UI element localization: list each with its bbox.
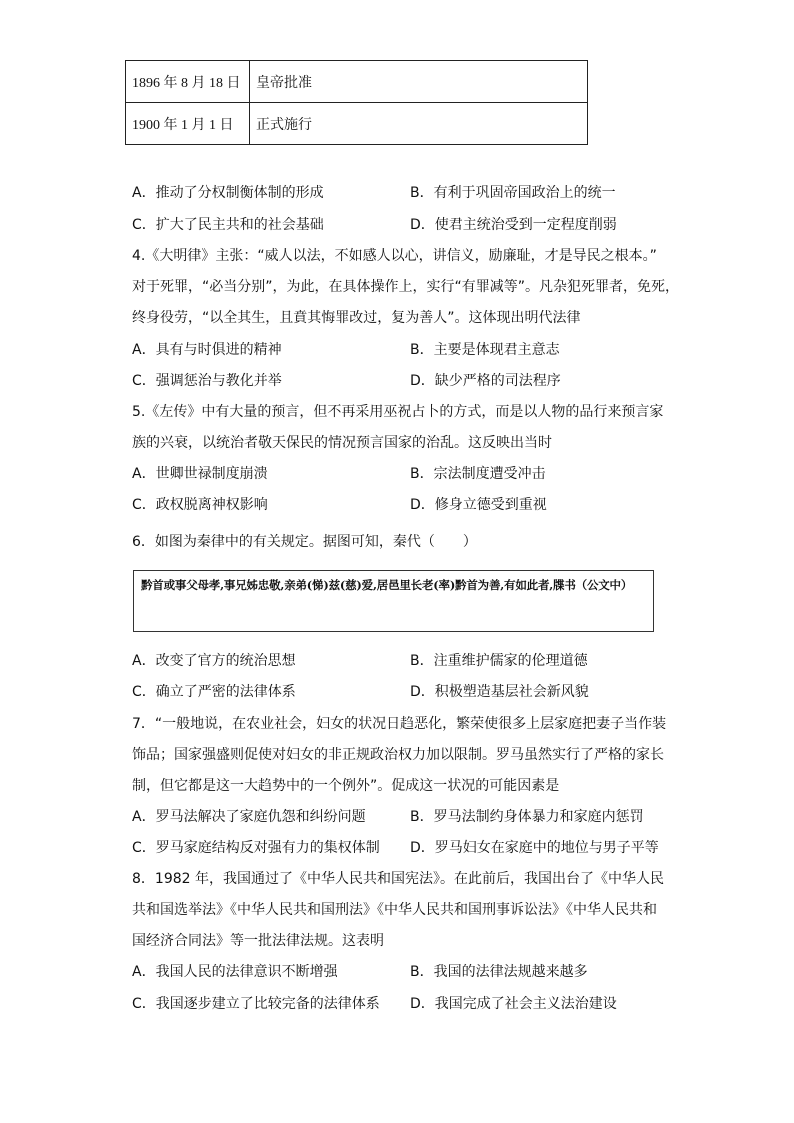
q3-option-d[interactable]: D．使君主统治受到一定程度削弱 (410, 217, 617, 233)
q5-stem-line: 5.《左传》中有大量的预言，但不再采用巫祝占卜的方式，而是以人物的品行来预言家 (132, 404, 664, 420)
table-cell-event: 皇帝批准 (250, 61, 588, 103)
q5-option-d[interactable]: D．修身立德受到重视 (410, 497, 547, 513)
q8-stem-line: 国经济合同法》等一批法律法规。这表明 (132, 933, 384, 949)
q5-option-b[interactable]: B．宗法制度遭受冲击 (410, 466, 546, 482)
q4-stem-line: 对于死罪，“必当分别”，为此，在具体操作上，实行“有罪减等”。凡杂犯死罪者，免死， (132, 279, 680, 295)
q8-option-b[interactable]: B．我国的法律法规越来越多 (410, 964, 588, 980)
qin-law-excerpt (133, 570, 654, 632)
q5-stem-line: 族的兴衰，以统治者敬天保民的情况预言国家的治乱。这反映出当时 (132, 435, 552, 451)
table-cell-event: 正式施行 (250, 103, 588, 145)
q4-stem-line: 终身役劳，“以全其生，且賁其悔罪改过，复为善人”。这体现出明代法律 (132, 310, 581, 326)
q8-option-c[interactable]: C．我国逐步建立了比较完备的法律体系 (132, 996, 380, 1012)
q4-stem-line: 4.《大明律》主张：“威人以法，不如感人以心，讲信义，励廉耻，才是导民之根本。” (132, 248, 657, 264)
q3-option-c[interactable]: C．扩大了民主共和的社会基础 (132, 217, 324, 233)
q6-stem: 6．如图为秦律中的有关规定。据图可知，秦代（ ） (132, 534, 477, 550)
q7-stem-line: 饰品；国家强盛则促使对妇女的非正规政治权力加以限制。罗马虽然实行了严格的家长 (132, 747, 664, 763)
q5-option-a[interactable]: A．世卿世禄制度崩溃 (132, 466, 268, 482)
q7-option-b[interactable]: B．罗马法制约身体暴力和家庭内惩罚 (410, 809, 644, 825)
q7-option-d[interactable]: D．罗马妇女在家庭中的地位与男子平等 (410, 840, 659, 856)
table-cell-date: 1896 年 8 月 18 日 (126, 61, 250, 103)
q7-option-a[interactable]: A．罗马法解决了家庭仇怨和纠纷问题 (132, 809, 366, 825)
table-cell-date: 1900 年 1 月 1 日 (126, 103, 250, 145)
q7-option-c[interactable]: C．罗马家庭结构反对强有力的集权体制 (132, 840, 380, 856)
q3-option-a[interactable]: A．推动了分权制衡体制的形成 (132, 185, 324, 201)
q4-option-d[interactable]: D．缺少严格的司法程序 (410, 373, 561, 389)
q4-option-b[interactable]: B．主要是体现君主意志 (410, 342, 560, 358)
q6-option-c[interactable]: C．确立了严密的法律体系 (132, 684, 296, 700)
q6-option-b[interactable]: B．注重维护儒家的伦理道德 (410, 653, 588, 669)
table-row (126, 61, 588, 103)
q6-option-a[interactable]: A．改变了官方的统治思想 (132, 653, 296, 669)
q8-option-d[interactable]: D．我国完成了社会主义法治建设 (410, 996, 617, 1012)
q8-option-a[interactable]: A．我国人民的法律意识不断增强 (132, 964, 338, 980)
q4-option-c[interactable]: C．强调惩治与教化并举 (132, 373, 282, 389)
q5-option-c[interactable]: C．政权脱离神权影响 (132, 497, 268, 513)
qin-law-text: 黔首或事父母孝,事兄姊忠敬,亲弟(悌)兹(慈)爱,居邑里长老(率)黔首为善,有如此者,牒书（公文中） (141, 578, 633, 592)
q7-stem-line: 7．“一般地说，在农业社会，妇女的状况日趋恶化，繁荣使很多上层家庭把妻子当作装 (132, 716, 667, 732)
q8-stem-line: 共和国选举法》《中华人民共和国刑法》《中华人民共和国刑事诉讼法》《中华人民共和 (132, 902, 657, 918)
table-row (126, 103, 588, 145)
q8-stem-line: 8．1982 年，我国通过了《中华人民共和国宪法》。在此前后，我国出台了《中华人民 (132, 871, 664, 887)
events-table (125, 60, 588, 145)
q6-option-d[interactable]: D．积极塑造基层社会新风貌 (410, 684, 589, 700)
q4-option-a[interactable]: A．具有与时俱进的精神 (132, 342, 282, 358)
q3-option-b[interactable]: B．有利于巩固帝国政治上的统一 (410, 185, 616, 201)
q7-stem-line: 制，但它都是这一大趋势中的一个例外”。促成这一状况的可能因素是 (132, 778, 560, 794)
